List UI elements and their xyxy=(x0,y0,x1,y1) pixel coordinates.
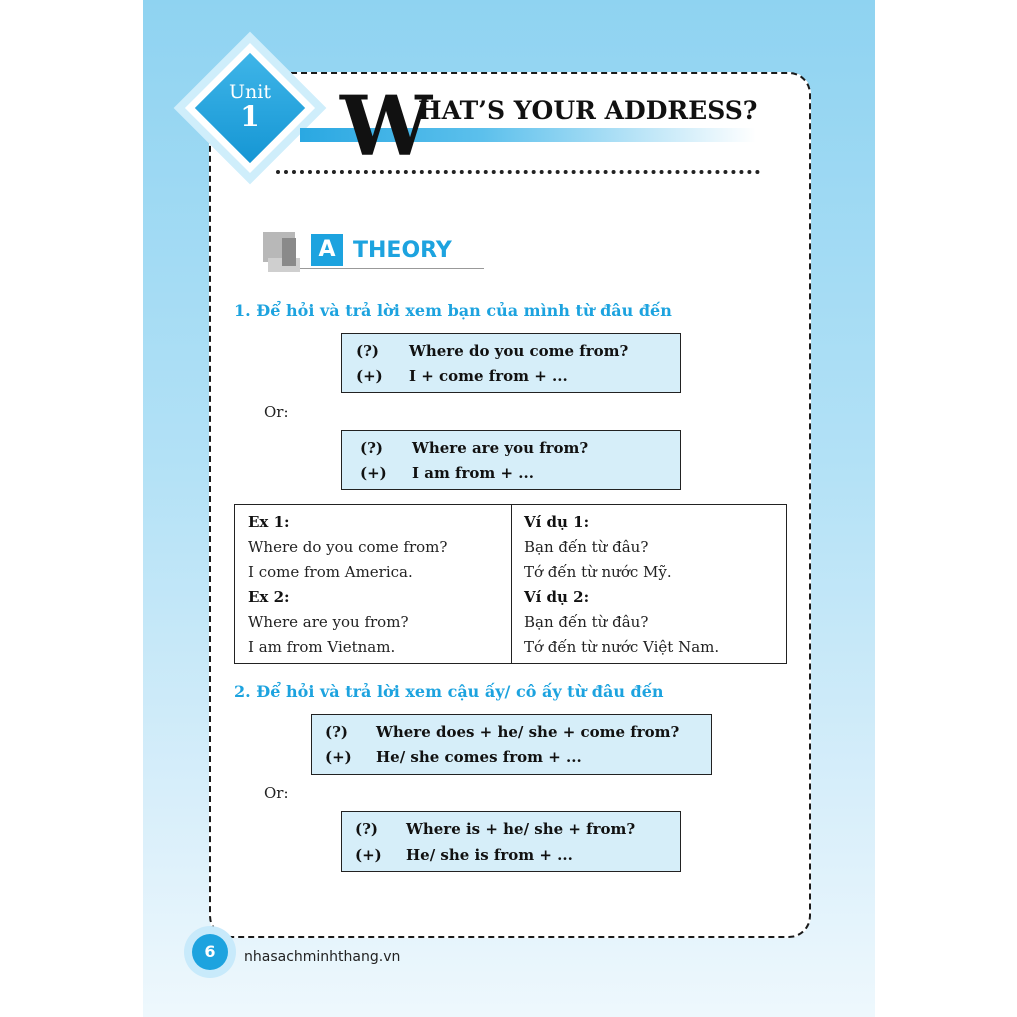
unit-number: 1 xyxy=(240,100,260,133)
page-title: HAT’S YOUR ADDRESS? xyxy=(418,96,758,125)
question-mark: (?) xyxy=(356,342,379,360)
example-answer-vi: Tớ đến từ nước Mỹ. xyxy=(524,563,672,581)
section-letter: A xyxy=(311,234,343,266)
or-label: Or: xyxy=(264,784,289,802)
answer-pattern: I + come from + ... xyxy=(409,367,568,385)
answer-mark: (+) xyxy=(355,846,382,864)
title-initial: W xyxy=(340,79,431,175)
question-pattern: Where does + he/ she + come from? xyxy=(376,723,680,741)
page-number: 6 xyxy=(192,934,228,970)
answer-mark: (+) xyxy=(356,367,383,385)
unit-badge-text xyxy=(211,82,289,132)
example-question-vi: Bạn đến từ đâu? xyxy=(524,613,649,631)
example-question-vi: Bạn đến từ đâu? xyxy=(524,538,649,556)
example-answer: I am from Vietnam. xyxy=(248,638,396,656)
example-label: Ex 1: xyxy=(248,513,290,531)
question-pattern: Where is + he/ she + from? xyxy=(406,820,636,838)
section-underline xyxy=(300,268,484,269)
example-answer-vi: Tớ đến từ nước Việt Nam. xyxy=(524,638,720,656)
question-pattern: Where are you from? xyxy=(412,439,589,457)
answer-pattern: I am from + ... xyxy=(412,464,534,482)
question-mark: (?) xyxy=(360,439,383,457)
example-question: Where are you from? xyxy=(248,613,409,631)
table-column-divider xyxy=(511,505,512,663)
answer-mark: (+) xyxy=(360,464,387,482)
title-dotted-divider xyxy=(276,170,760,174)
example-label-vi: Ví dụ 2: xyxy=(524,588,590,606)
section-decoration-icon xyxy=(282,238,296,266)
example-answer: I come from America. xyxy=(248,563,413,581)
example-label-vi: Ví dụ 1: xyxy=(524,513,590,531)
answer-pattern: He/ she comes from + ... xyxy=(376,748,582,766)
section-title: THEORY xyxy=(353,238,452,263)
part1-heading: 1. Để hỏi và trả lời xem bạn của mình từ đâu đến xyxy=(234,301,672,320)
question-mark: (?) xyxy=(355,820,378,838)
publisher-website: nhasachminhthang.vn xyxy=(244,949,401,965)
example-question: Where do you come from? xyxy=(248,538,448,556)
unit-label: Unit xyxy=(229,81,271,103)
example-label: Ex 2: xyxy=(248,588,290,606)
answer-pattern: He/ she is from + ... xyxy=(406,846,573,864)
or-label: Or: xyxy=(264,403,289,421)
part2-heading: 2. Để hỏi và trả lời xem cậu ấy/ cô ấy từ đâu đến xyxy=(234,682,664,701)
question-pattern: Where do you come from? xyxy=(409,342,629,360)
question-mark: (?) xyxy=(325,723,348,741)
answer-mark: (+) xyxy=(325,748,352,766)
